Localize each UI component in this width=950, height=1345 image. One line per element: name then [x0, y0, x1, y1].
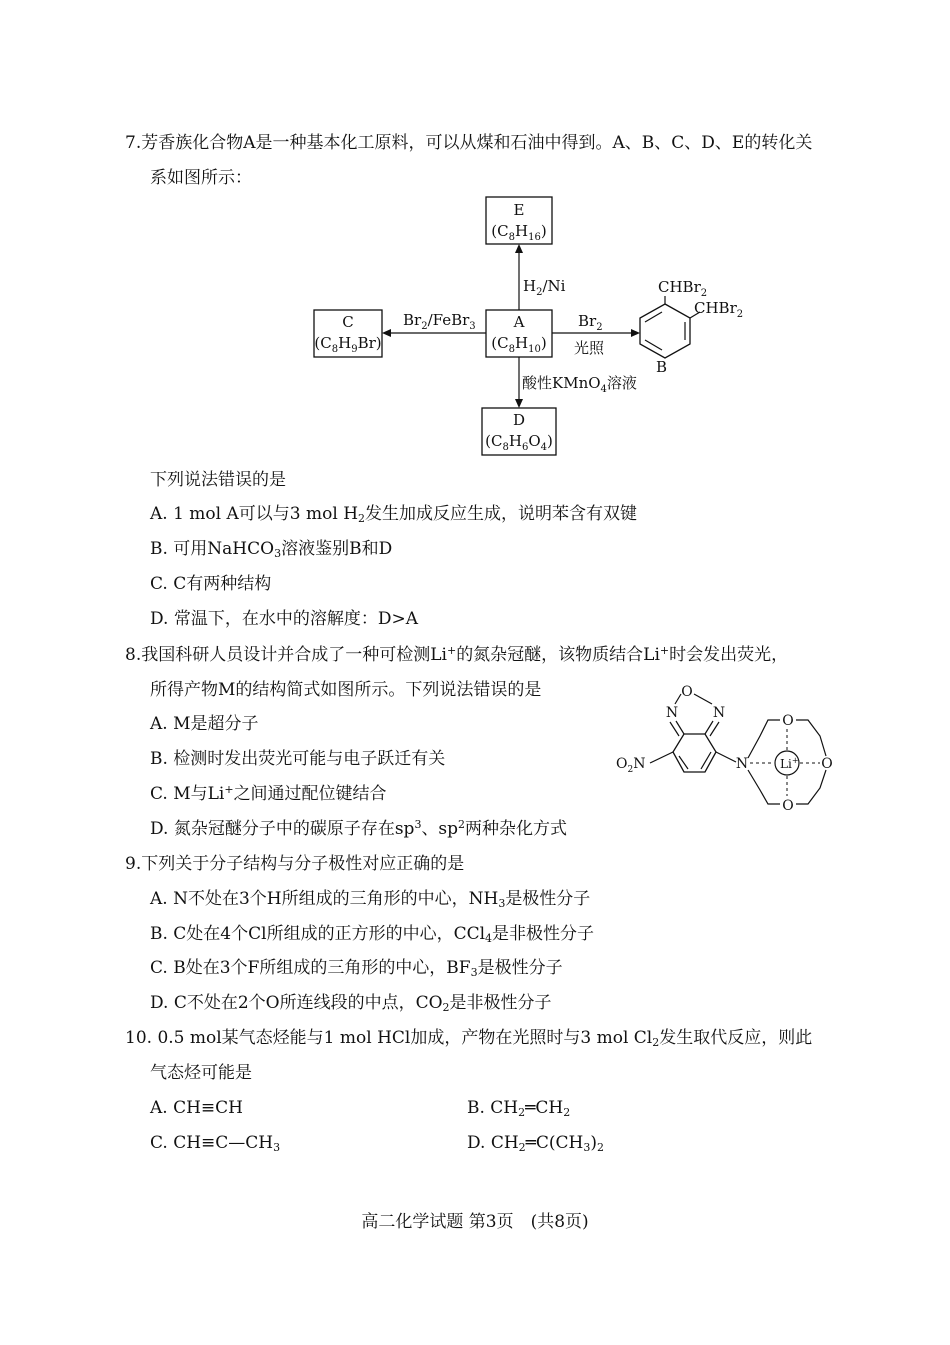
lithium-ion: Li+: [780, 756, 799, 771]
B-substituent-2: CHBr$_2$: [694, 299, 744, 320]
crown-N: N: [735, 756, 749, 772]
q7-stem-cont: 系如图所示：: [150, 168, 252, 188]
oxadiazole-O: O: [681, 684, 693, 700]
B-substituent-1: CHBr$_2$: [658, 278, 708, 299]
q7-option-b: B. 可用NaHCO$_3$溶液鉴别B和D: [150, 539, 393, 560]
q10-option-d: D. $CH_2═C(CH_3)_2$: [467, 1133, 605, 1154]
q8-option-d: D. 氮杂冠醚分子中的碳原子存在$sp^3$、$sp^2$两种杂化方式: [150, 818, 568, 839]
q8-option-a: A. M是超分子: [150, 714, 259, 734]
oxadiazole-N-left: N: [665, 705, 679, 721]
reagent-kmno4: 酸性KMnO$_4$溶液: [522, 374, 637, 395]
q8-stem: 8.我国科研人员设计并合成了一种可检测Li+的氮杂冠醚，该物质结合Li+时会发出荧光，: [125, 644, 789, 665]
q9-option-c: C. B处在3个F所组成的三角形的中心，$BF_3$是极性分子: [150, 958, 563, 979]
B-label: B: [656, 358, 668, 376]
q8-structure-M: [610, 678, 850, 838]
q10-stem-cont: 气态烃可能是: [150, 1063, 252, 1083]
crown-O-right: O: [821, 756, 833, 772]
q9-option-a: A. N不处在3个H所组成的三角形的中心，$NH_3$是极性分子: [150, 889, 591, 910]
q9-option-d: D. C不处在2个O所连线段的中点，$CO_2$是非极性分子: [150, 993, 552, 1014]
box-D-label: D: [512, 411, 526, 429]
oxadiazole-N-right: N: [712, 705, 726, 721]
q7-prompt: 下列说法错误的是: [150, 470, 286, 490]
box-E-label: E: [513, 201, 525, 219]
box-A-formula: $(C_8H_{10})$: [491, 334, 547, 355]
box-C-formula: $(C_8H_9Br)$: [314, 334, 382, 355]
box-C-label: C: [342, 313, 354, 331]
crown-O-bottom: O: [782, 798, 794, 814]
q10-option-b: B. $CH_2═CH_2$: [467, 1098, 571, 1119]
q10-stem: 10. 0.5 mol某气态烃能与1 mol HCl加成，产物在光照时与3 mol $Cl_2$发生取代反应，则此: [125, 1028, 813, 1049]
q9-option-b: B. C处在4个Cl所组成的正方形的中心，CCl$_4$是非极性分子: [150, 924, 595, 945]
q8-option-b: B. 检测时发出荧光可能与电子跃迁有关: [150, 749, 446, 769]
q9-stem: 9.下列关于分子结构与分子极性对应正确的是: [125, 854, 465, 874]
q7-option-a: A. 1 mol A可以与3 mol $H_2$发生加成反应生成，说明苯含有双键: [150, 504, 638, 525]
q7-option-c: C. C有两种结构: [150, 574, 272, 594]
compound-B-structure: [640, 278, 743, 376]
q7-option-d: D. 常温下，在水中的溶解度：D>A: [150, 609, 418, 629]
reagent-h2-ni: $H_2/Ni$: [523, 277, 566, 298]
q10-option-c: C. $CH\equiv C—CH_3$: [150, 1133, 281, 1154]
q8-option-c: C. M与Li+之间通过配位键结合: [150, 783, 387, 804]
box-A-label: A: [513, 313, 525, 331]
q7-stem: 7.芳香族化合物A是一种基本化工原料，可以从煤和石油中得到。A、B、C、D、E的转化关: [125, 133, 813, 153]
box-E-formula: $(C_8H_{16})$: [491, 222, 547, 243]
q10-option-a: A. CH≡CH: [150, 1098, 243, 1118]
reagent-light: 光照: [574, 339, 605, 357]
reagent-br2: $Br_2$: [578, 312, 603, 333]
nitro-group: $O_2N$: [616, 756, 646, 775]
box-D-formula: $(C_8H_6O_4)$: [485, 432, 553, 453]
reagent-br2-febr3: $Br_2/FeBr_3$: [403, 311, 476, 332]
page-footer: 高二化学试题 第3页 (共8页): [361, 1212, 589, 1232]
crown-O-top: O: [782, 713, 794, 729]
q7-conversion-diagram: [300, 190, 770, 465]
q8-stem-cont: 所得产物M的结构简式如图所示。下列说法错误的是: [150, 680, 542, 700]
